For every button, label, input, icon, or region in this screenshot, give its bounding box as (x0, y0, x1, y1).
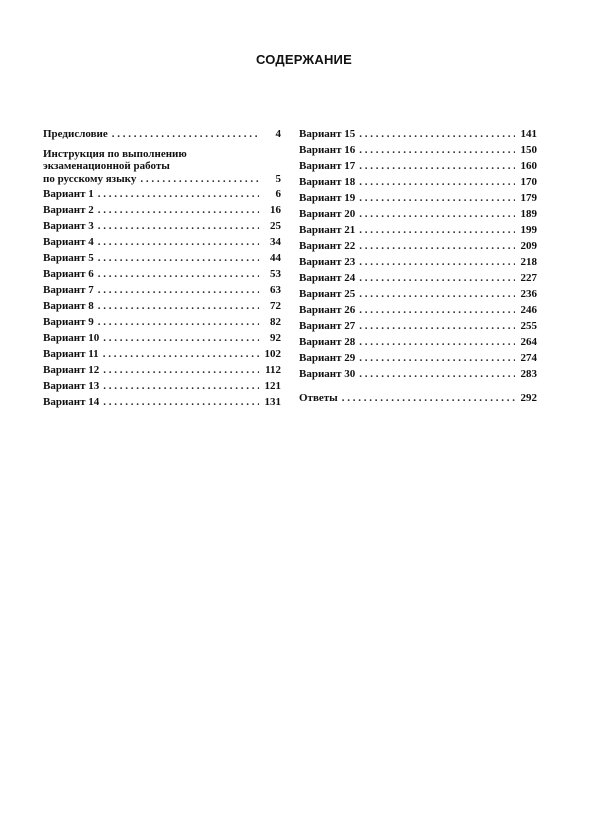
dot-leader (112, 126, 259, 142)
toc-entry-page: 209 (520, 240, 537, 252)
toc-entry-label: Вариант 19 (299, 192, 356, 204)
toc-entry-label-line: Инструкция по выполнению (43, 148, 187, 160)
dot-leader (103, 346, 259, 362)
toc-entry-label: Вариант 11 (43, 348, 99, 360)
toc-entry-label: Вариант 14 (43, 396, 100, 408)
toc-entry-variant[interactable] (43, 346, 281, 362)
toc-entry-label: Вариант 27 (299, 320, 356, 332)
dot-leader (98, 282, 259, 298)
dot-leader (359, 302, 515, 318)
toc-entry-page: 34 (270, 236, 281, 248)
toc-entry-variant[interactable] (299, 254, 537, 270)
toc-entry-page: 53 (270, 268, 281, 280)
dot-leader (359, 254, 515, 270)
dot-leader (98, 234, 259, 250)
dot-leader (342, 390, 515, 406)
toc-entry-label: Вариант 29 (299, 352, 356, 364)
toc-entry-variant[interactable] (299, 126, 537, 142)
toc-entry-page: 121 (264, 380, 281, 392)
toc-entry-page: 227 (520, 272, 537, 284)
toc-entry-page: 16 (270, 204, 281, 216)
dot-leader (98, 250, 259, 266)
toc-entry-label-line: экзаменационной работы (43, 160, 170, 172)
toc-entry-label: Вариант 25 (299, 288, 356, 300)
dot-leader (359, 238, 515, 254)
toc-entry-label: Вариант 28 (299, 336, 356, 348)
toc-entry-label: Вариант 10 (43, 332, 100, 344)
toc-entry-preface[interactable] (43, 126, 281, 142)
dot-leader (98, 298, 259, 314)
toc-entry-page: 6 (275, 188, 281, 200)
dot-leader (359, 158, 515, 174)
toc-entry-variant[interactable] (43, 186, 281, 202)
toc-entry-label: Вариант 4 (43, 236, 94, 248)
toc-entry-variant[interactable] (299, 302, 537, 318)
toc-entry-label: Вариант 20 (299, 208, 356, 220)
toc-entry-page: 274 (520, 352, 537, 364)
toc-entry-variant[interactable] (299, 238, 537, 254)
dot-leader (103, 378, 259, 394)
dot-leader (359, 366, 515, 382)
spacer (299, 382, 537, 390)
toc-entry-label: Вариант 12 (43, 364, 100, 376)
toc-entry-page: 292 (520, 392, 537, 404)
toc-entry-label: Вариант 18 (299, 176, 356, 188)
dot-leader (359, 142, 515, 158)
toc-entry-label: Ответы (299, 392, 338, 404)
toc-entry-page: 170 (520, 176, 537, 188)
toc-entry-variant[interactable] (299, 174, 537, 190)
toc-entry-variant[interactable] (43, 378, 281, 394)
toc-entry-page: 44 (270, 252, 281, 264)
toc-entry-variant[interactable] (299, 222, 537, 238)
toc-entry-variant[interactable] (43, 330, 281, 346)
dot-leader (359, 174, 515, 190)
toc-entry-page: 246 (520, 304, 537, 316)
toc-entry-variant[interactable] (299, 286, 537, 302)
dot-leader (359, 190, 515, 206)
toc-entry-variant[interactable] (299, 270, 537, 286)
toc-entry-label: Вариант 26 (299, 304, 356, 316)
toc-entry-variant[interactable] (43, 202, 281, 218)
toc-entry-variant[interactable] (43, 266, 281, 282)
toc-entry-label: Вариант 13 (43, 380, 100, 392)
dot-leader (359, 350, 515, 366)
toc-entry-label: Вариант 17 (299, 160, 356, 172)
dot-leader (103, 394, 259, 410)
toc-entry-variant[interactable] (299, 318, 537, 334)
toc-entry-label: Вариант 2 (43, 204, 94, 216)
dot-leader (103, 362, 259, 378)
toc-entry-variant[interactable] (299, 350, 537, 366)
toc-entry-variant[interactable] (299, 366, 537, 382)
dot-leader (140, 172, 259, 186)
toc-entry-label: Предисловие (43, 128, 108, 140)
toc-entry-page: 255 (520, 320, 537, 332)
toc-entry-page: 283 (520, 368, 537, 380)
toc-entry-label: Вариант 15 (299, 128, 356, 140)
dot-leader (359, 334, 515, 350)
toc-entry-label: Вариант 9 (43, 316, 94, 328)
toc-entry-page: 160 (520, 160, 537, 172)
toc-entry-page: 236 (520, 288, 537, 300)
toc-entry-label: Вариант 3 (43, 220, 94, 232)
toc-entry-label: Вариант 6 (43, 268, 94, 280)
toc-entry-label-line: по русскому языку (43, 173, 137, 185)
toc-entry-variant[interactable] (43, 282, 281, 298)
toc-entry-page: 25 (270, 220, 281, 232)
toc-left-variant-list (43, 186, 281, 410)
toc-entry-label: Вариант 23 (299, 256, 356, 268)
dot-leader (359, 126, 515, 142)
toc-entry-variant[interactable] (43, 234, 281, 250)
toc-entry-page: 112 (265, 364, 281, 376)
toc-entry-label: Вариант 7 (43, 284, 94, 296)
toc-entry-page: 141 (520, 128, 537, 140)
toc-entry-variant[interactable] (43, 218, 281, 234)
page-title: СОДЕРЖАНИЕ (256, 52, 352, 67)
toc-entry-answers[interactable] (299, 390, 537, 406)
toc-entry-page: 5 (275, 173, 281, 185)
toc-entry-variant[interactable] (299, 206, 537, 222)
dot-leader (98, 314, 259, 330)
toc-entry-variant[interactable] (299, 334, 537, 350)
toc-entry-variant[interactable] (299, 158, 537, 174)
toc-entry-page: 189 (520, 208, 537, 220)
dot-leader (98, 266, 259, 282)
toc-entry-page: 218 (520, 256, 537, 268)
toc-right-column (299, 126, 537, 406)
toc-entry-label: Вариант 16 (299, 144, 356, 156)
toc-entry-page: 92 (270, 332, 281, 344)
toc-entry-variant[interactable] (43, 394, 281, 410)
toc-entry-label: Вариант 21 (299, 224, 356, 236)
dot-leader (98, 218, 259, 234)
dot-leader (359, 206, 515, 222)
toc-entry-variant[interactable] (43, 362, 281, 378)
dot-leader (359, 318, 515, 334)
toc-entry-page: 82 (270, 316, 281, 328)
toc-entry-label: Вариант 1 (43, 188, 94, 200)
toc-entry-variant[interactable] (299, 142, 537, 158)
toc-entry-label: Вариант 5 (43, 252, 94, 264)
dot-leader (103, 330, 259, 346)
dot-leader (359, 286, 515, 302)
toc-entry-variant[interactable] (43, 314, 281, 330)
toc-entry-page: 199 (520, 224, 537, 236)
toc-entry-variant[interactable] (43, 298, 281, 314)
toc-right-variant-list (299, 126, 537, 382)
toc-entry-instruction[interactable] (43, 148, 281, 186)
toc-entry-page: 63 (270, 284, 281, 296)
toc-entry-page: 179 (520, 192, 537, 204)
toc-entry-label: Вариант 22 (299, 240, 356, 252)
toc-entry-variant[interactable] (43, 250, 281, 266)
toc-entry-label: Вариант 8 (43, 300, 94, 312)
toc-entry-variant[interactable] (299, 190, 537, 206)
dot-leader (359, 270, 515, 286)
toc-entry-page: 72 (270, 300, 281, 312)
toc-entry-page: 102 (264, 348, 281, 360)
toc-entry-page: 4 (275, 128, 281, 140)
toc-left-column (43, 126, 281, 410)
toc-entry-label: Вариант 30 (299, 368, 356, 380)
toc-entry-page: 150 (520, 144, 537, 156)
toc-entry-page: 264 (520, 336, 537, 348)
dot-leader (359, 222, 515, 238)
toc-entry-page: 131 (264, 396, 281, 408)
dot-leader (98, 186, 259, 202)
dot-leader (98, 202, 259, 218)
toc-entry-label: Вариант 24 (299, 272, 356, 284)
